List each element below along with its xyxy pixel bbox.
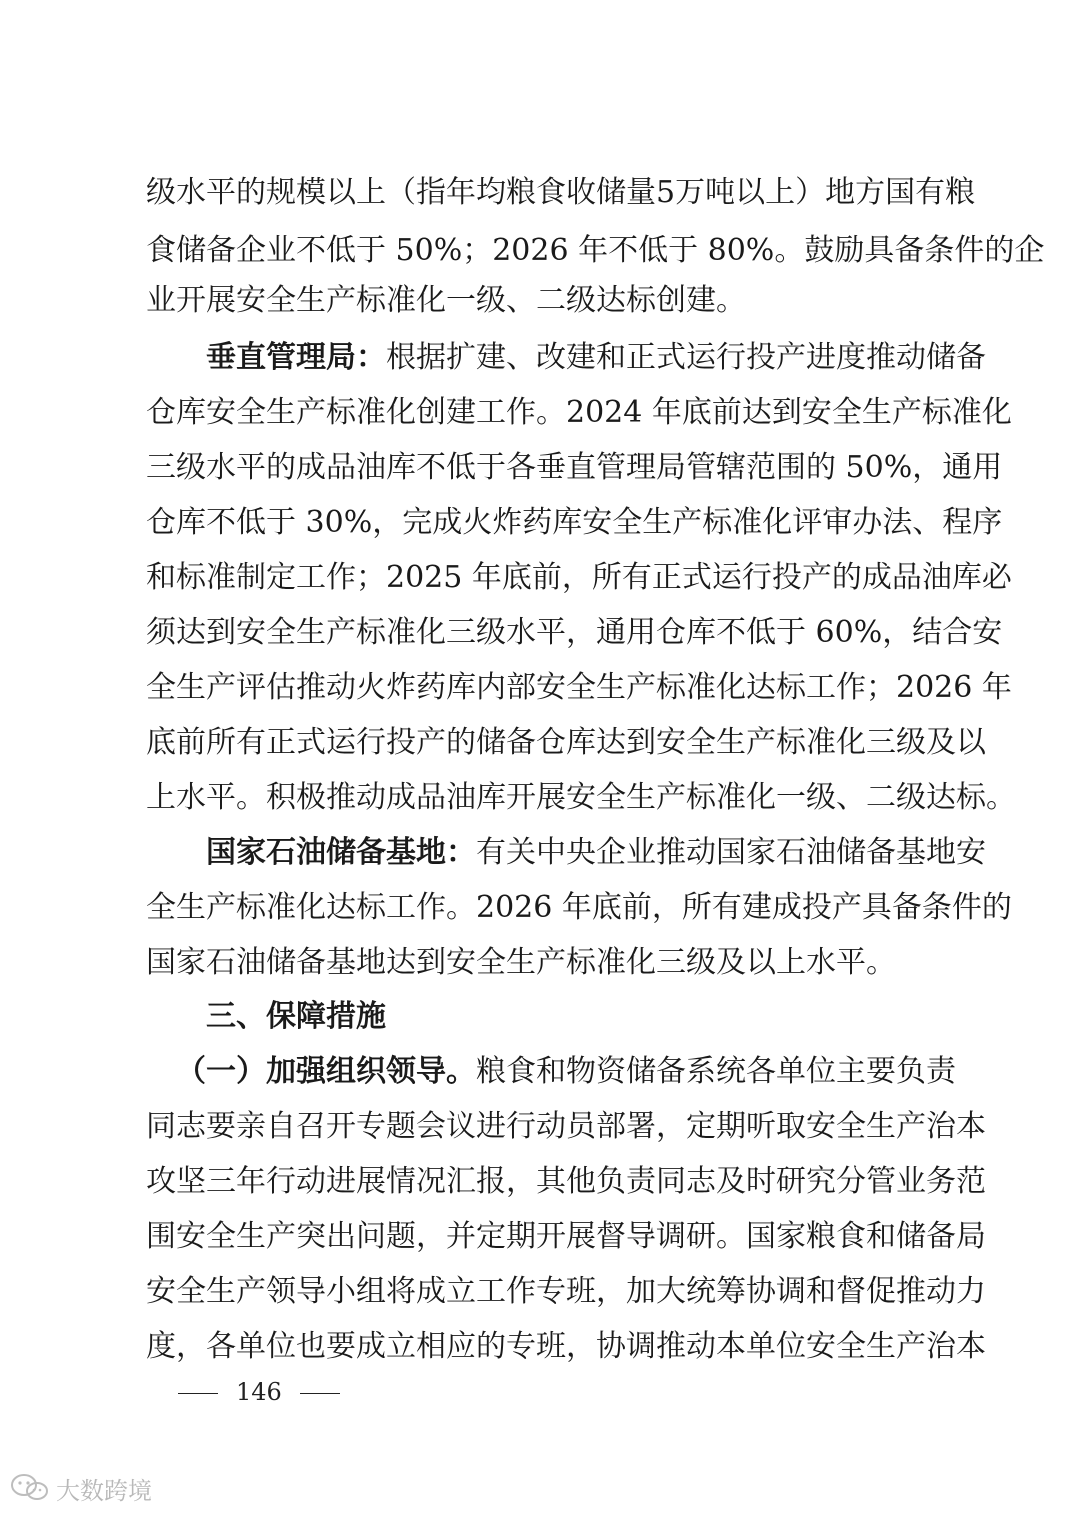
dash-left [178, 1393, 218, 1394]
paragraph-2-line-6: 须达到安全生产标准化三级水平，通用仓库不低于 60%，结合安 [146, 615, 1003, 650]
paragraph-1-line-2: 食储备企业不低于 50%；2026 年不低于 80%。鼓励具备条件的企 [146, 233, 1045, 268]
watermark-text: 大数跨境 [56, 1476, 152, 1505]
paragraph-2-line-2: 仓库安全生产标准化创建工作。2024 年底前达到安全生产标准化 [146, 395, 1012, 430]
paragraph-4-line-1 [176, 1052, 956, 1092]
paragraph-2-line-9: 上水平。积极推动成品油库开展安全生产标准化一级、二级达标。 [146, 780, 1016, 815]
paragraph-2-line-1 [206, 338, 986, 378]
paragraph-4-line-2: 同志要亲自召开专题会议进行动员部署，定期听取安全生产治本 [146, 1109, 986, 1144]
dash-right [300, 1393, 340, 1394]
paragraph-2-line-3: 三级水平的成品油库不低于各垂直管理局管辖范围的 50%，通用 [146, 450, 1003, 485]
paragraph-2-line-1-text: 根据扩建、改建和正式运行投产进度推动储备 [386, 340, 986, 375]
paragraph-3-lead: 国家石油储备基地： [206, 835, 476, 870]
paragraph-2-line-8: 底前所有正式运行投产的储备仓库达到安全生产标准化三级及以 [146, 725, 986, 760]
paragraph-2-line-4: 仓库不低于 30%，完成火炸药库安全生产标准化评审办法、程序 [146, 505, 1003, 540]
paragraph-4-line-6: 度，各单位也要成立相应的专班，协调推动本单位安全生产治本 [146, 1329, 986, 1364]
paragraph-4-line-1-text: 粮食和物资储备系统各单位主要负责 [476, 1054, 956, 1089]
paragraph-3-line-2: 全生产标准化达标工作。2026 年底前，所有建成投产具备条件的 [146, 890, 1012, 925]
paragraph-4-lead: （一）加强组织领导。 [176, 1054, 476, 1089]
paragraph-2-lead: 垂直管理局： [206, 340, 386, 375]
paragraph-3-line-1-text: 有关中央企业推动国家石油储备基地安 [476, 835, 986, 870]
paragraph-4-line-5: 安全生产领导小组将成立工作专班，加大统筹协调和督促推动力 [146, 1274, 986, 1309]
wechat-logo-icon [10, 1473, 50, 1503]
paragraph-4-line-4: 围安全生产突出问题，并定期开展督导调研。国家粮食和储备局 [146, 1219, 986, 1254]
paragraph-3-line-3: 国家石油储备基地达到安全生产标准化三级及以上水平。 [146, 945, 896, 980]
paragraph-2-line-5: 和标准制定工作；2025 年底前，所有正式运行投产的成品油库必 [146, 560, 1012, 595]
page-footer [160, 1378, 358, 1406]
paragraph-2-line-7: 全生产评估推动火炸药库内部安全生产标准化达标工作；2026 年 [146, 670, 1012, 705]
paragraph-4-line-3: 攻坚三年行动进展情况汇报，其他负责同志及时研究分管业务范 [146, 1164, 986, 1199]
paragraph-1-line-1: 级水平的规模以上（指年均粮食收储量5万吨以上）地方国有粮 [146, 175, 976, 210]
page-number: 146 [236, 1378, 282, 1406]
watermark [10, 1468, 152, 1508]
paragraph-3-line-1 [206, 833, 986, 873]
paragraph-1-line-3: 业开展安全生产标准化一级、二级达标创建。 [146, 283, 746, 318]
section-heading: 三、保障措施 [206, 999, 386, 1034]
